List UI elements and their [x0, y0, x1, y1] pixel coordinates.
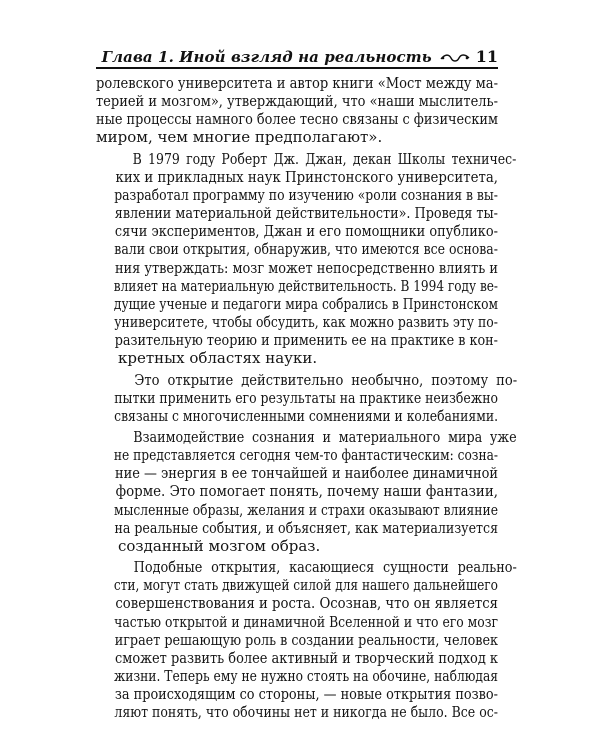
text-line: Взаимодействие сознания и материального мира уже — [133, 427, 517, 446]
text-line: ния утверждать: мозг может непосредственно влиять и — [114, 258, 498, 277]
text-line: ролевского университета и автор книги «Мост между ма- — [96, 74, 499, 92]
text-line: жизни. Теперь ему не нужно стоять на обочине, наблюдая — [113, 667, 499, 685]
text-line: ких и прикладных наук Принстонского университета, — [115, 167, 499, 186]
text-line: частью открытой и динамичной Вселенной и что его мозг — [114, 612, 499, 631]
text-line: мысленные образы, желания и страхи оказывают влияние — [114, 500, 498, 519]
text-line: университете, чтобы обсудить, как можно развить эту по- — [114, 313, 498, 332]
text-line: кретных областях науки. — [118, 349, 318, 368]
paragraph — [96, 370, 518, 425]
text-line: явлении материальной действительности». Проведя ты- — [114, 204, 498, 223]
text-line: ние — энергия в ее тончайшей и наиболее динамичной — [114, 464, 499, 483]
swirl-flourish-icon — [440, 53, 470, 63]
text-line: не представляется сегодня чем-то фантастическим: созна- — [113, 446, 499, 465]
text-line: пытки применить его результаты на практике неизбежно — [114, 388, 498, 407]
text-line: созданный мозгом образ. — [118, 536, 321, 555]
paragraph — [96, 558, 517, 722]
header-rule — [96, 67, 498, 69]
body-text — [96, 74, 518, 724]
paragraph — [96, 74, 498, 147]
text-line: Это открытие действительно необычно, поэтому по- — [134, 370, 518, 389]
text-line: В 1979 году Роберт Дж. Джан, декан Школы техничес- — [132, 149, 517, 168]
text-line: форме. Это помогает понять, почему наши фантазии, — [115, 482, 499, 501]
text-line: сячи экспериментов, Джан и его помощники опублико- — [114, 222, 498, 241]
text-line: влияет на материальную действительность. В 1994 году ве- — [113, 276, 499, 295]
text-line: разработал программу по изучению «роли сознания в вы- — [114, 185, 499, 204]
text-line: ные процессы намного более тесно связаны с физическим — [96, 110, 499, 129]
running-header — [96, 36, 498, 66]
page-number: 11 — [475, 47, 498, 66]
text-line: терией и мозгом», утверждающий, что «наши мыслитель- — [96, 92, 499, 111]
text-line: за происходящим со стороны, — новые открытия позво- — [114, 685, 499, 704]
text-line: ляют понять, что обочины нет и никогда не было. Все ос- — [114, 703, 498, 722]
chapter-title: Глава 1. Иной взгляд на реальность — [101, 48, 432, 66]
paragraph — [96, 427, 517, 555]
text-line: совершенствования и роста. Осознав, что он является — [115, 594, 498, 613]
text-line: Подобные открытия, касающиеся сущности реально- — [133, 558, 517, 577]
text-line: на реальные события, и объясняет, как материализуется — [114, 518, 499, 537]
text-line: сможет развить более активный и творческий подход к — [114, 648, 499, 667]
text-line: связаны с многочисленными сомнениями и колебаниями. — [114, 406, 499, 425]
paragraph — [96, 149, 517, 368]
text-line: играет решающую роль в создании реальности, человек — [114, 630, 499, 649]
text-line: вали свои открытия, обнаружив, что имеются все основа- — [114, 240, 498, 259]
text-line: сти, могут стать движущей силой для нашего дальнейшего — [113, 576, 498, 595]
text-line: разительную теорию и применить ее на практике в кон- — [114, 331, 499, 350]
text-line: миром, чем многие предполагают». — [96, 128, 383, 147]
text-line: дущие ученые и педагоги мира собрались в Принстонском — [113, 294, 498, 313]
